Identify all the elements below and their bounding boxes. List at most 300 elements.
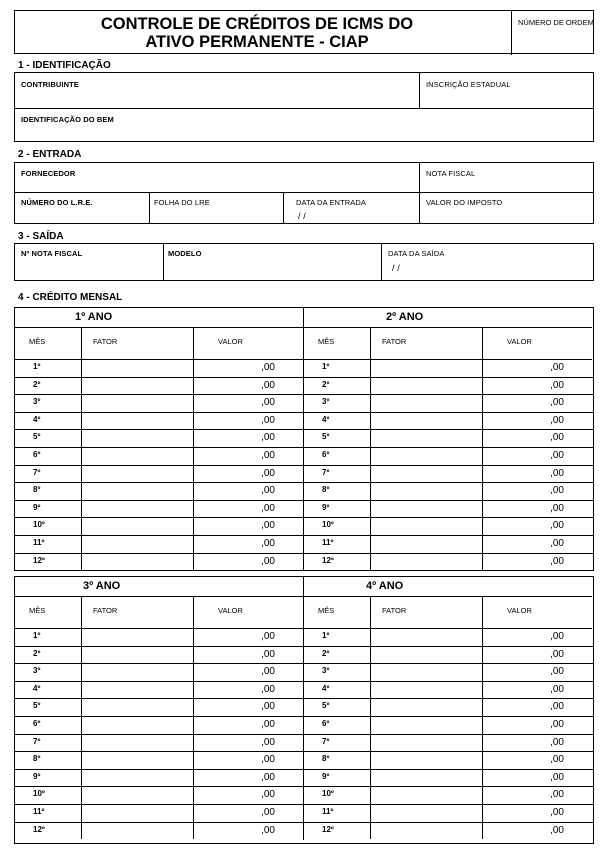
fator-cell[interactable] [371,698,482,716]
table-row [15,447,303,466]
data-entrada-value: / / [298,211,306,221]
month-label: 6º [322,450,330,459]
valor-cell[interactable] [483,359,592,377]
month-label: 7º [322,736,330,746]
form-title-line1: CONTROLE DE CRÉDITOS DE ICMS DO [100,15,414,33]
fator-cell[interactable] [82,804,193,822]
table-row [304,465,593,484]
valor-value: ,00 [261,450,275,461]
fator-cell[interactable] [371,377,482,395]
valor-cell[interactable] [483,734,592,752]
valor-value: ,00 [261,362,275,373]
col-fator-header: FATOR [382,606,407,615]
divider [304,327,592,328]
fator-cell[interactable] [371,663,482,681]
table-row [304,716,593,735]
month-label: 5º [322,701,330,711]
valor-cell[interactable] [194,465,303,483]
valor-value: ,00 [550,467,564,479]
valor-value: ,00 [550,450,564,461]
numero-ordem-label: NÚMERO DE ORDEM [518,18,594,27]
table-row [15,716,303,735]
table-row [304,698,593,717]
valor-value: ,00 [550,666,564,678]
table-row [15,394,303,413]
fator-cell[interactable] [82,377,193,395]
valor-value: ,00 [550,631,564,642]
valor-value: ,00 [261,701,275,713]
nota-fiscal-entrada-label: NOTA FISCAL [426,169,476,178]
valor-value: ,00 [261,789,275,801]
valor-imposto-field[interactable] [420,193,593,223]
fator-cell[interactable] [82,500,193,518]
fator-cell[interactable] [82,822,193,840]
table-row [15,786,303,805]
valor-cell[interactable] [483,535,592,553]
valor-cell[interactable] [483,447,592,465]
valor-value: ,00 [550,485,564,497]
identificacao-bem-label: IDENTIFICAÇÃO DO BEM [21,115,114,124]
valor-cell[interactable] [194,535,303,553]
fator-cell[interactable] [82,429,193,447]
fator-cell[interactable] [371,447,482,465]
table-row [304,804,593,823]
fornecedor-label: FORNECEDOR [21,169,76,178]
valor-value: ,00 [261,807,275,818]
fator-cell[interactable] [371,751,482,769]
month-label: 6º [33,450,41,459]
col-fator-header: FATOR [382,337,407,346]
month-label: 10º [322,789,334,799]
nota-fiscal-saida-field[interactable] [15,244,163,280]
valor-cell[interactable] [483,412,592,430]
valor-value: ,00 [550,414,564,426]
col-mes-header: MÊS [29,606,46,615]
valor-value: ,00 [261,538,275,549]
valor-cell[interactable] [483,429,592,447]
month-label: 8º [33,485,41,495]
fator-cell[interactable] [82,359,193,377]
valor-value: ,00 [261,719,275,730]
month-label: 7º [322,467,330,477]
valor-cell[interactable] [483,804,592,822]
data-saida-value: / / [392,263,400,273]
fator-cell[interactable] [371,553,482,571]
fator-cell[interactable] [82,553,193,571]
valor-cell[interactable] [483,786,592,804]
section-saida-heading: 3 - SAÍDA [18,231,64,242]
valor-value: ,00 [261,683,275,695]
valor-value: ,00 [550,719,564,730]
valor-cell[interactable] [483,698,592,716]
table-row [15,734,303,753]
valor-cell[interactable] [194,377,303,395]
fator-cell[interactable] [82,628,193,646]
table-row [15,500,303,519]
month-label: 2º [322,648,330,658]
month-label: 3º [322,397,330,407]
valor-cell[interactable] [483,628,592,646]
month-label: 2º [33,379,41,389]
valor-cell[interactable] [194,553,303,571]
table-row [304,751,593,770]
valor-value: ,00 [261,502,275,514]
fator-cell[interactable] [82,535,193,553]
valor-cell[interactable] [483,663,592,681]
month-label: 6º [33,719,41,728]
valor-value: ,00 [550,789,564,801]
table-row [304,681,593,700]
form-title [15,15,499,51]
col-valor-header: VALOR [507,606,532,615]
valor-value: ,00 [550,648,564,660]
table-row [15,553,303,571]
valor-cell[interactable] [483,769,592,787]
fator-cell[interactable] [371,482,482,500]
year-table [303,576,593,840]
valor-value: ,00 [550,736,564,748]
fator-cell[interactable] [371,804,482,822]
valor-cell[interactable] [194,646,303,664]
table-row [15,769,303,788]
fator-cell[interactable] [82,663,193,681]
valor-value: ,00 [261,754,275,766]
table-row [15,412,303,431]
table-row [304,646,593,665]
fator-cell[interactable] [371,465,482,483]
folha-lre-label: FOLHA DO LRE [154,198,210,207]
inscricao-estadual-field[interactable] [420,73,593,108]
fator-cell[interactable] [82,751,193,769]
fator-cell[interactable] [371,517,482,535]
valor-cell[interactable] [194,447,303,465]
month-label: 2º [322,379,330,389]
section-entrada-heading: 2 - ENTRADA [18,149,82,160]
month-label: 9º [33,502,41,512]
valor-cell[interactable] [194,394,303,412]
valor-value: ,00 [550,362,564,373]
data-saida-field[interactable] [382,244,593,280]
valor-value: ,00 [261,397,275,409]
valor-value: ,00 [550,432,564,444]
table-row [15,822,303,840]
valor-value: ,00 [550,502,564,514]
month-label: 11º [33,807,45,816]
fator-cell[interactable] [371,681,482,699]
valor-value: ,00 [550,397,564,409]
valor-cell[interactable] [483,822,592,840]
table-row [15,517,303,536]
fator-cell[interactable] [371,646,482,664]
valor-cell[interactable] [194,804,303,822]
month-label: 12º [33,824,45,834]
table-row [304,359,593,378]
month-label: 3º [33,397,41,407]
col-valor-header: VALOR [218,337,243,346]
valor-value: ,00 [550,754,564,766]
valor-value: ,00 [261,771,275,783]
month-label: 2º [33,648,41,658]
divider [15,596,303,597]
month-label: 9º [322,502,330,512]
col-valor-header: VALOR [507,337,532,346]
nota-fiscal-entrada-field[interactable] [420,163,593,192]
table-row [15,535,303,554]
table-row [304,535,593,554]
valor-value: ,00 [261,414,275,426]
valor-cell[interactable] [194,429,303,447]
valor-value: ,00 [550,538,564,549]
month-label: 4º [33,683,41,693]
fator-cell[interactable] [371,500,482,518]
col-valor-header: VALOR [218,606,243,615]
saida-box [14,243,594,281]
year-table [15,576,303,840]
valor-cell[interactable] [194,681,303,699]
table-row [304,482,593,501]
valor-cell[interactable] [194,786,303,804]
year-title: 1º ANO [75,311,113,323]
fator-cell[interactable] [82,646,193,664]
valor-value: ,00 [261,467,275,479]
month-label: 11º [322,807,334,816]
fator-cell[interactable] [82,716,193,734]
month-label: 12º [322,555,334,565]
month-label: 11º [322,538,334,547]
valor-value: ,00 [261,485,275,497]
valor-value: ,00 [550,771,564,783]
valor-value: ,00 [550,379,564,391]
month-label: 9º [322,771,330,781]
valor-cell[interactable] [194,716,303,734]
form-header [14,10,594,54]
valor-value: ,00 [550,520,564,532]
table-row [304,553,593,571]
table-row [304,447,593,466]
table-row [15,628,303,647]
fator-cell[interactable] [371,394,482,412]
data-saida-label: DATA DA SAÍDA [388,249,445,258]
table-row [304,786,593,805]
valor-value: ,00 [550,807,564,818]
month-label: 5º [33,701,41,711]
valor-cell[interactable] [194,769,303,787]
month-label: 1º [322,631,330,640]
month-label: 7º [33,736,41,746]
table-row [304,769,593,788]
folha-lre-field[interactable] [150,193,283,223]
data-entrada-label: DATA DA ENTRADA [296,198,366,207]
month-label: 8º [322,754,330,764]
table-row [15,429,303,448]
month-label: 5º [322,432,330,442]
valor-cell[interactable] [194,482,303,500]
fator-cell[interactable] [371,734,482,752]
table-row [304,429,593,448]
month-label: 1º [322,362,330,371]
valor-cell[interactable] [483,646,592,664]
table-row [304,500,593,519]
valor-cell[interactable] [194,663,303,681]
fator-cell[interactable] [371,359,482,377]
fator-cell[interactable] [82,698,193,716]
year-title: 2º ANO [386,311,424,323]
table-row [304,628,593,647]
month-label: 4º [33,414,41,424]
table-row [15,646,303,665]
valor-cell[interactable] [194,500,303,518]
fator-cell[interactable] [371,822,482,840]
valor-value: ,00 [550,683,564,695]
fornecedor-field[interactable] [15,163,419,192]
valor-cell[interactable] [194,517,303,535]
table-row [15,377,303,396]
modelo-field[interactable] [164,244,381,280]
col-fator-header: FATOR [93,337,118,346]
valor-value: ,00 [261,432,275,444]
month-label: 1º [33,362,41,371]
fator-cell[interactable] [371,429,482,447]
valor-cell[interactable] [194,734,303,752]
table-row [15,681,303,700]
contribuinte-field[interactable] [15,73,419,108]
valor-cell[interactable] [483,394,592,412]
month-label: 4º [322,414,330,424]
col-fator-header: FATOR [93,606,118,615]
year-table [15,307,303,571]
table-row [15,359,303,378]
table-row [304,663,593,682]
valor-cell[interactable] [483,482,592,500]
table-row [304,517,593,536]
table-row [15,804,303,823]
valor-value: ,00 [261,379,275,391]
modelo-label: MODELO [168,249,202,258]
table-row [304,412,593,431]
fator-cell[interactable] [371,412,482,430]
month-label: 10º [322,520,334,530]
fator-cell[interactable] [82,394,193,412]
fator-cell[interactable] [82,786,193,804]
table-row [15,698,303,717]
month-label: 11º [33,538,45,547]
month-label: 10º [33,789,45,799]
numero-lre-field[interactable] [15,193,149,223]
month-label: 4º [322,683,330,693]
col-mes-header: MÊS [318,606,335,615]
month-label: 5º [33,432,41,442]
fator-cell[interactable] [82,465,193,483]
valor-cell[interactable] [483,553,592,571]
identificacao-box [14,72,594,142]
valor-imposto-label: VALOR DO IMPOSTO [426,198,503,207]
valor-cell[interactable] [483,681,592,699]
valor-value: ,00 [261,520,275,532]
fator-cell[interactable] [371,628,482,646]
table-row [304,394,593,413]
entrada-box [14,162,594,224]
valor-cell[interactable] [483,465,592,483]
month-label: 8º [322,485,330,495]
divider [15,327,303,328]
valor-cell[interactable] [483,377,592,395]
data-entrada-field[interactable] [284,193,419,223]
valor-cell[interactable] [194,751,303,769]
month-label: 3º [33,666,41,676]
fator-cell[interactable] [82,412,193,430]
month-label: 6º [322,719,330,728]
month-label: 10º [33,520,45,530]
table-row [304,734,593,753]
contribuinte-label: CONTRIBUINTE [21,80,79,89]
divider [304,596,592,597]
numero-lre-label: NÚMERO DO L.R.E. [21,198,93,207]
fator-cell[interactable] [371,716,482,734]
valor-value: ,00 [261,648,275,660]
month-label: 12º [33,555,45,565]
nota-fiscal-saida-label: Nº NOTA FISCAL [21,249,83,258]
valor-cell[interactable] [483,517,592,535]
col-mes-header: MÊS [29,337,46,346]
identificacao-bem-field[interactable] [15,109,593,142]
col-mes-header: MÊS [318,337,335,346]
fator-cell[interactable] [82,482,193,500]
fator-cell[interactable] [82,734,193,752]
year-title: 3º ANO [83,580,121,592]
valor-cell[interactable] [194,628,303,646]
month-label: 1º [33,631,41,640]
valor-cell[interactable] [194,698,303,716]
valor-value: ,00 [261,631,275,642]
table-row [304,377,593,396]
fator-cell[interactable] [371,769,482,787]
year-title: 4º ANO [366,580,404,592]
table-row [304,822,593,840]
fator-cell[interactable] [371,535,482,553]
valor-cell[interactable] [483,500,592,518]
fator-cell[interactable] [371,786,482,804]
valor-cell[interactable] [194,359,303,377]
valor-cell[interactable] [483,716,592,734]
table-row [15,482,303,501]
month-label: 3º [322,666,330,676]
month-label: 8º [33,754,41,764]
fator-cell[interactable] [82,769,193,787]
valor-value: ,00 [261,824,275,836]
valor-value: ,00 [261,736,275,748]
inscricao-estadual-label: INSCRIÇÃO ESTADUAL [426,80,511,89]
valor-value: ,00 [550,701,564,713]
valor-value: ,00 [550,555,564,567]
valor-cell[interactable] [194,412,303,430]
month-label: 7º [33,467,41,477]
section-credito-heading: 4 - CRÉDITO MENSAL [18,292,123,303]
valor-value: ,00 [261,666,275,678]
fator-cell[interactable] [82,517,193,535]
month-label: 12º [322,824,334,834]
valor-cell[interactable] [194,822,303,840]
table-row [15,751,303,770]
month-label: 9º [33,771,41,781]
valor-value: ,00 [550,824,564,836]
fator-cell[interactable] [82,447,193,465]
form-title-line2: ATIVO PERMANENTE - CIAP [145,33,369,51]
valor-value: ,00 [261,555,275,567]
numero-ordem-field[interactable] [511,11,596,55]
table-row [15,663,303,682]
valor-cell[interactable] [483,751,592,769]
fator-cell[interactable] [82,681,193,699]
